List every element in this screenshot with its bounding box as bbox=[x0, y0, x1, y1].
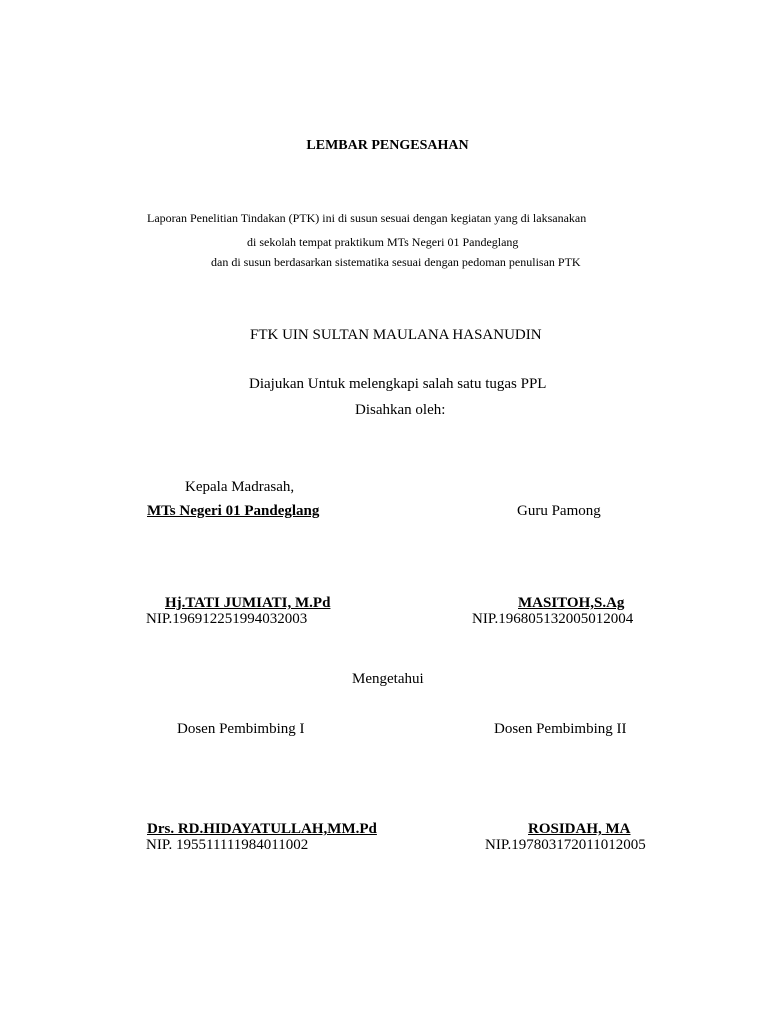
document-title: LEMBAR PENGESAHAN bbox=[306, 138, 469, 153]
acknowledged-label: Mengetahui bbox=[352, 671, 424, 687]
school-name: MTs Negeri 01 Pandeglang bbox=[147, 503, 320, 519]
intro-line-1: Laporan Penelitian Tindakan (PTK) ini di susun sesuai dengan kegiatan yang di laksanakan bbox=[147, 211, 587, 225]
supervisor-1-name: Drs. RD.HIDAYATULLAH,MM.Pd bbox=[147, 821, 377, 837]
intro-line-2: di sekolah tempat praktikum MTs Negeri 01 Pandeglang bbox=[247, 235, 519, 249]
intro-line-3: dan di susun berdasarkan sistematika sesuai dengan pedoman penulisan PTK bbox=[211, 255, 581, 269]
supervisor-2-role: Dosen Pembimbing II bbox=[494, 721, 627, 737]
mentor-teacher-nip: NIP.196805132005012004 bbox=[472, 611, 634, 627]
approved-by-label: Disahkan oleh: bbox=[355, 402, 446, 418]
supervisor-2-name: ROSIDAH, MA bbox=[528, 821, 631, 837]
principal-nip: NIP.196912251994032003 bbox=[146, 611, 308, 627]
principal-name: Hj.TATI JUMIATI, M.Pd bbox=[165, 595, 331, 611]
principal-role: Kepala Madrasah, bbox=[185, 479, 295, 495]
supervisor-1-nip: NIP. 195511111984011002 bbox=[146, 837, 309, 853]
purpose-text: Diajukan Untuk melengkapi salah satu tugas PPL bbox=[249, 376, 547, 392]
supervisor-2-nip: NIP.197803172011012005 bbox=[485, 837, 646, 853]
supervisor-1-role: Dosen Pembimbing I bbox=[177, 721, 305, 737]
institution-name: FTK UIN SULTAN MAULANA HASANUDIN bbox=[250, 327, 542, 343]
mentor-teacher-name: MASITOH,S.Ag bbox=[518, 595, 625, 611]
mentor-teacher-role: Guru Pamong bbox=[517, 503, 601, 519]
